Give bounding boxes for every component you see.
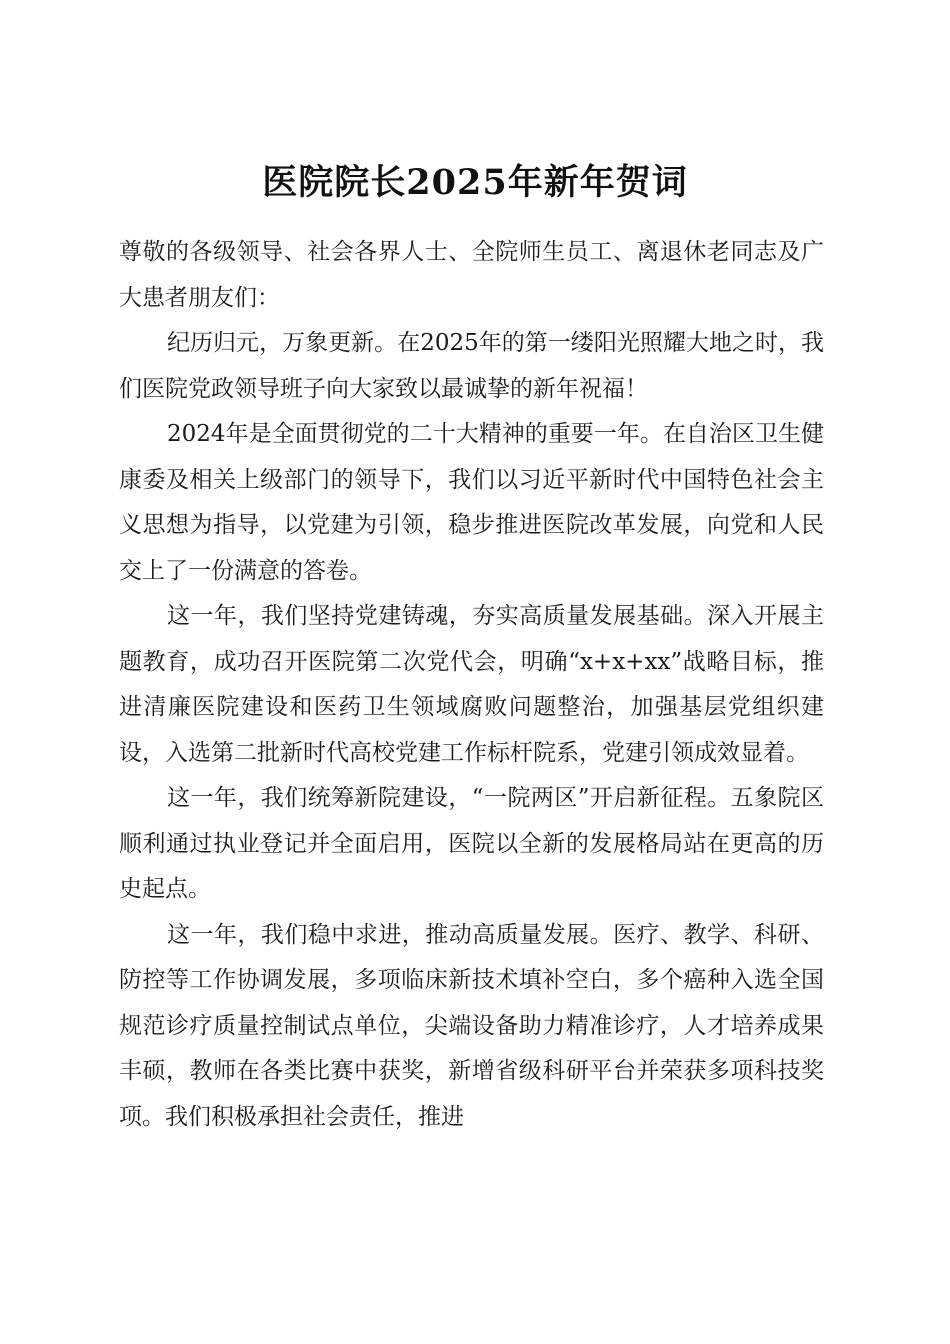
document-body [119,230,824,1140]
document-title: 医院院长2025年新年贺词 [262,162,688,204]
paragraph: 这一年，我们统筹新院建设，“一院两区”开启新征程。五象院区顺利通过执业登记并全面启用，医院以全新的发展格局站在更高的历史起点。 [119,785,824,902]
paragraph: 这一年，我们坚持党建铸魂，夯实高质量发展基础。深入开展主题教育，成功召开医院第二次党代会，明确“x+x+xx”战略目标，推进清廉医院建设和医药卫生领域腐败问题整治，加强基层党组织建设，入选第二批新时代高校党建工作标杆院系，党建引领成效显着。 [119,603,824,766]
salutation: 尊敬的各级领导、社会各界人士、全院师生员工、离退休老同志及广大患者朋友们： [119,239,824,311]
paragraph: 2024年是全面贯彻党的二十大精神的重要一年。在自治区卫生健康委及相关上级部门的领导下，我们以习近平新时代中国特色社会主义思想为指导，以党建为引领，稳步推进医院改革发展，向党和人民交上了一份满意的答卷。 [119,421,824,584]
paragraph: 纪历归元，万象更新。在2025年的第一缕阳光照耀大地之时，我们医院党政领导班子向大家致以最诚挚的新年祝福！ [119,330,824,402]
paragraph: 这一年，我们稳中求进，推动高质量发展。医疗、教学、科研、防控等工作协调发展，多项临床新技术填补空白，多个癌种入选全国规范诊疗质量控制试点单位，尖端设备助力精准诊疗，人才培养成果丰硕，教师在各类比赛中获奖，新增省级科研平台并荣获多项科技奖项。我们积极承担社会责任，推进 [119,921,824,1130]
